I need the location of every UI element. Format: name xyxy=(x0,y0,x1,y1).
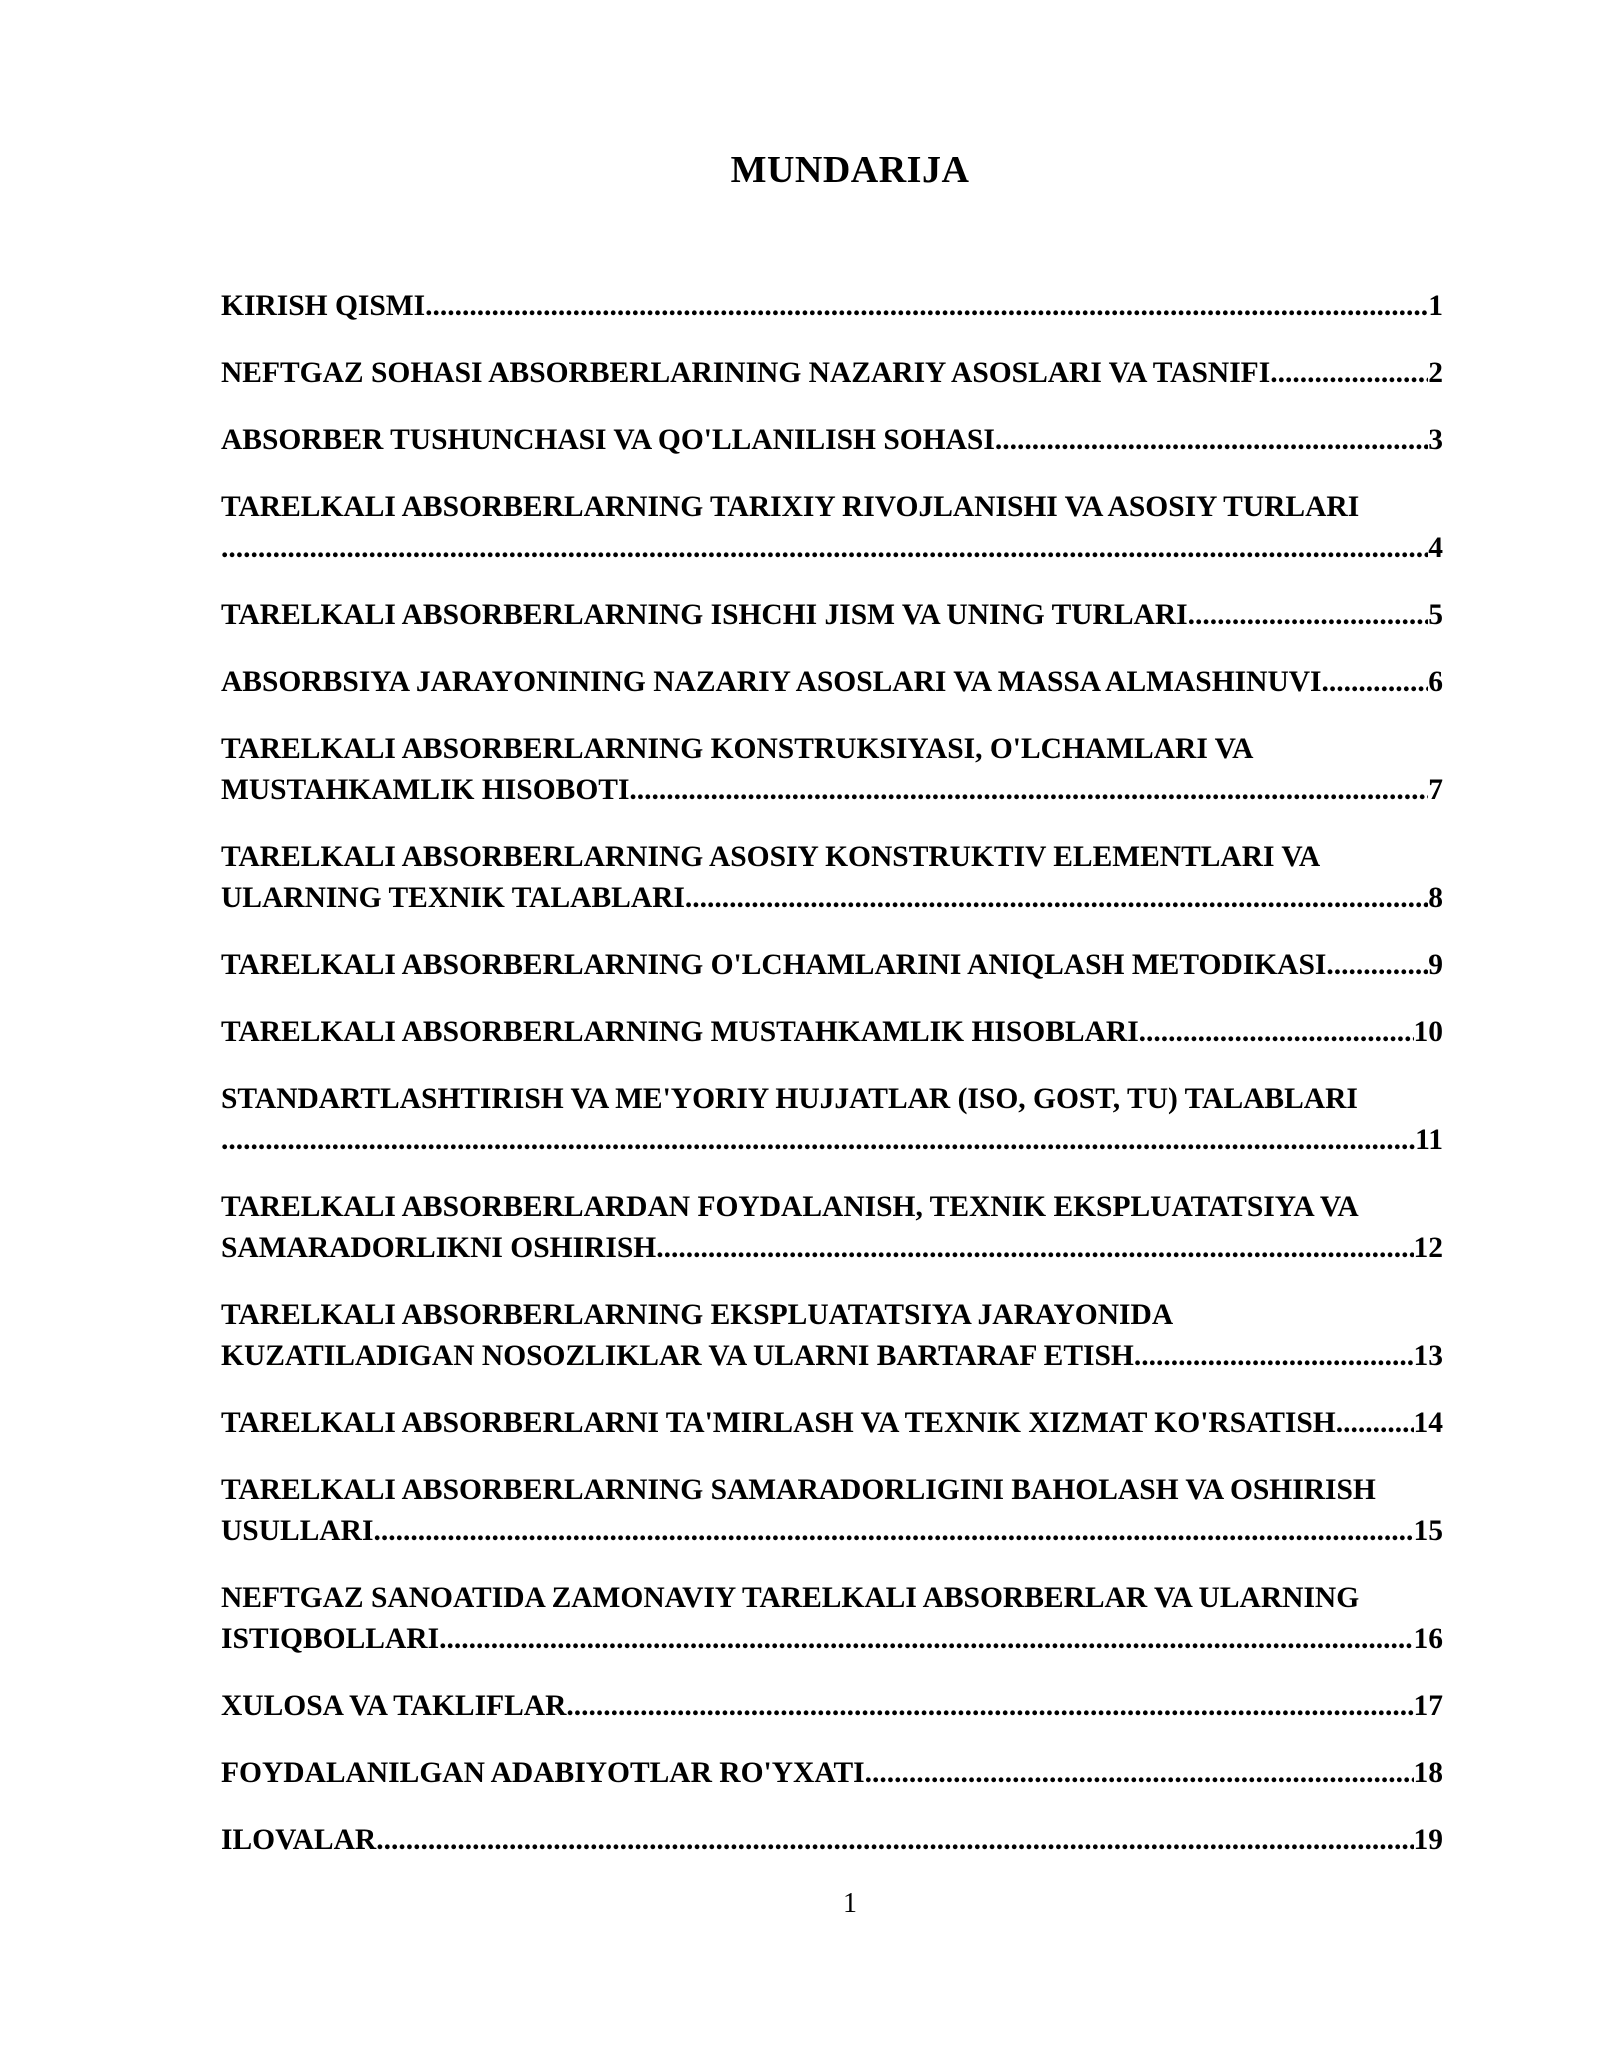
toc-entry-line xyxy=(221,770,1443,811)
toc-entry-line xyxy=(221,1012,1443,1053)
toc-entry-line xyxy=(221,1753,1443,1794)
toc-entry-title-line: TARELKALI ABSORBERLARNING TARIXIY RIVOJLANISHI VA ASOSIY TURLARI xyxy=(221,491,1360,523)
page-title: MUNDARIJA xyxy=(730,149,970,191)
toc-entry-title: ILOVALAR xyxy=(221,1824,377,1856)
dot-leader xyxy=(995,420,1428,461)
toc-entry-page: 18 xyxy=(1413,1757,1443,1789)
toc-entry-title: MUSTAHKAMLIK HISOBOTI xyxy=(221,774,630,806)
toc-entry-title: SAMARADORLIKNI OSHIRISH xyxy=(221,1232,657,1264)
dot-leader xyxy=(373,1511,1413,1552)
dot-leader xyxy=(1139,1012,1414,1053)
toc-entry[interactable] xyxy=(221,1820,1443,1861)
toc-entry-page: 12 xyxy=(1413,1232,1443,1264)
dot-leader xyxy=(376,1820,1413,1861)
dot-leader xyxy=(221,528,1428,569)
toc-entry-title: TARELKALI ABSORBERLARNING O'LCHAMLARINI ANIQLASH METODIKASI xyxy=(221,949,1327,981)
toc-entry-page: 13 xyxy=(1413,1340,1443,1372)
toc-entry-title: KUZATILADIGAN NOSOZLIKLAR VA ULARNI BARTARAF ETISH xyxy=(221,1340,1134,1372)
toc-entry-title-line: STANDARTLASHTIRISH VA ME'YORIY HUJJATLAR (ISO, GOST, TU) TALABLARI xyxy=(221,1083,1358,1115)
toc-entry[interactable] xyxy=(221,837,1443,919)
toc-entry[interactable] xyxy=(221,729,1443,811)
toc-entry-page: 10 xyxy=(1413,1016,1443,1048)
dot-leader xyxy=(656,1228,1413,1269)
toc-entry-title: TARELKALI ABSORBERLARNING MUSTAHKAMLIK HISOBLARI xyxy=(221,1016,1139,1048)
toc-entry-line xyxy=(221,945,1443,986)
toc-entry-page: 19 xyxy=(1413,1824,1443,1856)
toc-entry[interactable] xyxy=(221,1470,1443,1552)
toc-entry-page: 6 xyxy=(1428,666,1443,698)
dot-leader xyxy=(439,1619,1413,1660)
toc-entry-title-line: TARELKALI ABSORBERLARNING SAMARADORLIGINI BAHOLASH VA OSHIRISH xyxy=(221,1474,1376,1506)
toc-entry-title-line: TARELKALI ABSORBERLARNING KONSTRUKSIYASI, O'LCHAMLARI VA xyxy=(221,733,1254,765)
dot-leader xyxy=(425,286,1428,327)
toc-entry[interactable] xyxy=(221,662,1443,703)
toc-entry-title: FOYDALANILGAN ADABIYOTLAR RO'YXATI xyxy=(221,1757,865,1789)
dot-leader xyxy=(1322,662,1429,703)
toc-entry-page: 8 xyxy=(1428,882,1443,914)
toc-entry-line xyxy=(221,353,1443,394)
toc-entry-title: TARELKALI ABSORBERLARNING ISHCHI JISM VA UNING TURLARI xyxy=(221,599,1188,631)
toc-entry-title: NEFTGAZ SOHASI ABSORBERLARINING NAZARIY ASOSLARI VA TASNIFI xyxy=(221,357,1271,389)
toc-entry-page: 17 xyxy=(1413,1690,1443,1722)
dot-leader xyxy=(221,1120,1415,1161)
toc-entry[interactable] xyxy=(221,420,1443,461)
dot-leader xyxy=(629,770,1428,811)
toc-entry-page: 5 xyxy=(1428,599,1443,631)
toc-entry-page: 15 xyxy=(1413,1515,1443,1547)
toc-entry-line xyxy=(221,595,1443,636)
toc-entry-title: ULARNING TEXNIK TALABLARI xyxy=(221,882,685,914)
toc-entry-page: 1 xyxy=(1428,290,1443,322)
dot-leader xyxy=(1270,353,1428,394)
toc-entry-line xyxy=(221,286,1443,327)
toc-entry-line xyxy=(221,878,1443,919)
toc-entry[interactable] xyxy=(221,1012,1443,1053)
toc-entry-title-line: TARELKALI ABSORBERLARNING ASOSIY KONSTRUKTIV ELEMENTLARI VA xyxy=(221,841,1321,873)
toc-entry-line xyxy=(221,1120,1443,1161)
toc-entry-title: KIRISH QISMI xyxy=(221,290,426,322)
dot-leader xyxy=(566,1686,1413,1727)
toc-entry-line xyxy=(221,1336,1443,1377)
toc-entry-title-line: NEFTGAZ SANOATIDA ZAMONAVIY TARELKALI ABSORBERLAR VA ULARNING xyxy=(221,1582,1360,1614)
toc-entry[interactable] xyxy=(221,286,1443,327)
dot-leader xyxy=(1326,945,1428,986)
toc-entry-page: 14 xyxy=(1413,1407,1443,1439)
toc-entry-line xyxy=(221,1619,1443,1660)
toc-entry-page: 2 xyxy=(1428,357,1443,389)
toc-entry[interactable] xyxy=(221,945,1443,986)
toc-entry[interactable] xyxy=(221,595,1443,636)
toc-entry-title: TARELKALI ABSORBERLARNI TA'MIRLASH VA TEXNIK XIZMAT KO'RSATISH xyxy=(221,1407,1336,1439)
toc-entry[interactable] xyxy=(221,353,1443,394)
toc-entry-page: 7 xyxy=(1428,774,1443,806)
toc-entry-title-line: TARELKALI ABSORBERLARDAN FOYDALANISH, TEXNIK EKSPLUATATSIYA VA xyxy=(221,1191,1359,1223)
toc-entry[interactable] xyxy=(221,1187,1443,1269)
toc-entry[interactable] xyxy=(221,487,1443,569)
toc-entry-line xyxy=(221,420,1443,461)
dot-leader xyxy=(685,878,1428,919)
toc-entry[interactable] xyxy=(221,1295,1443,1377)
toc-entry-line xyxy=(221,1820,1443,1861)
toc-entry[interactable] xyxy=(221,1686,1443,1727)
toc-entry-title: USULLARI xyxy=(221,1515,374,1547)
dot-leader xyxy=(865,1753,1414,1794)
toc-entry-page: 3 xyxy=(1428,424,1443,456)
dot-leader xyxy=(1134,1336,1414,1377)
toc-entry-page: 4 xyxy=(1428,532,1443,564)
toc-entry-page: 9 xyxy=(1428,949,1443,981)
toc-entry-title: ABSORBER TUSHUNCHASI VA QO'LLANILISH SOHASI xyxy=(221,424,995,456)
toc-entry-line xyxy=(221,528,1443,569)
dot-leader xyxy=(1188,595,1429,636)
toc-entry[interactable] xyxy=(221,1403,1443,1444)
toc-entry-line xyxy=(221,1228,1443,1269)
page-number: 1 xyxy=(843,1888,857,1919)
table-of-contents xyxy=(221,286,1443,1887)
toc-entry-line xyxy=(221,1686,1443,1727)
toc-entry-line xyxy=(221,1511,1443,1552)
toc-entry-title: ISTIQBOLLARI xyxy=(221,1623,440,1655)
toc-entry-line xyxy=(221,1403,1443,1444)
toc-entry-title: ABSORBSIYA JARAYONINING NAZARIY ASOSLARI VA MASSA ALMASHINUVI xyxy=(221,666,1322,698)
toc-entry-line xyxy=(221,662,1443,703)
toc-entry-title-line: TARELKALI ABSORBERLARNING EKSPLUATATSIYA JARAYONIDA xyxy=(221,1299,1174,1331)
toc-entry-page: 16 xyxy=(1413,1623,1443,1655)
toc-entry[interactable] xyxy=(221,1578,1443,1660)
toc-entry-title: XULOSA VA TAKLIFLAR xyxy=(221,1690,567,1722)
toc-entry[interactable] xyxy=(221,1753,1443,1794)
dot-leader xyxy=(1336,1403,1414,1444)
toc-entry[interactable] xyxy=(221,1079,1443,1161)
toc-entry-page: 11 xyxy=(1415,1124,1443,1156)
